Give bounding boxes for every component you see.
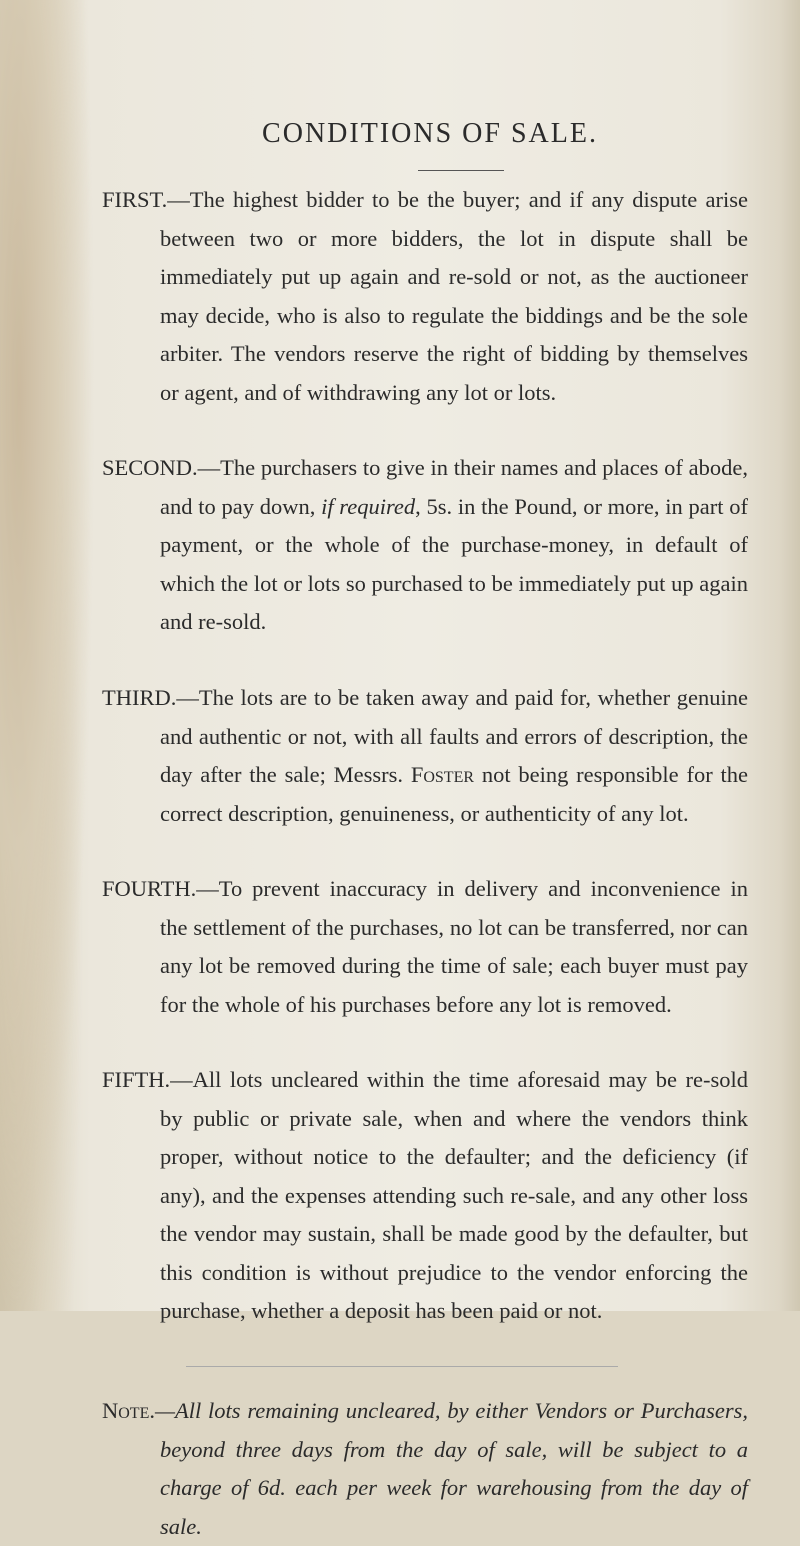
condition-lead: SECOND. bbox=[102, 455, 198, 480]
note bbox=[102, 1392, 748, 1546]
condition-text: , 5s. in the Pound, or more, in part of payment, or the whole of the purchase-money, in default of which the lot or lots so purchased to be immediately put up again and re-sold. bbox=[160, 493, 748, 634]
condition-fifth bbox=[102, 1061, 748, 1331]
condition-lead: FOURTH. bbox=[102, 876, 197, 901]
title-rule bbox=[418, 170, 504, 171]
condition-lead: THIRD. bbox=[102, 685, 177, 710]
condition-second bbox=[102, 449, 748, 642]
condition-text-smallcaps: Foster bbox=[410, 762, 475, 787]
note-text: —All lots remaining uncleared, by either Vendors or Purchasers, beyond three days from the day of sale, will be subject to a charge of 6d. each per week for warehousing from the day of sale. bbox=[154, 1398, 748, 1539]
condition-lead: FIFTH. bbox=[102, 1067, 171, 1092]
note-separator bbox=[186, 1366, 618, 1367]
condition-text: —The lots are to be taken away and paid for, whether genuine and authentic or not, with all faults and errors of description, the day after the sale; Messrs. bbox=[160, 685, 748, 787]
condition-text: —The purchasers to give in their names and places of abode, and to pay down, bbox=[160, 455, 748, 519]
condition-text-italic: if required bbox=[321, 493, 416, 519]
condition-text: —The highest bidder to be the buyer; and if any dispute arise between two or more bidders, the lot in dispute shall be immediately put up again and re-sold or not, as the auctioneer may decide, who is also to regulate the biddings and be the sole arbiter. The vendors reserve the right of bidding by themselves or agent, and of withdrawing any lot or lots. bbox=[160, 187, 748, 405]
condition-first bbox=[102, 181, 748, 412]
condition-lead: FIRST. bbox=[102, 187, 168, 212]
page-edge-stain bbox=[0, 0, 95, 1311]
note-lead: Note. bbox=[102, 1398, 155, 1423]
condition-text: —All lots uncleared within the time aforesaid may be re-sold by public or private sale, when and where the vendors think proper, without notice to the defaulter; and the deficiency (if any), and the expenses attending such re-sale, and any other loss the vendor may sustain, shall be made good by the defaulter, but this condition is without prejudice to the vendor enforcing the purchase, whether a deposit has been paid or not. bbox=[160, 1067, 748, 1323]
condition-fourth bbox=[102, 870, 748, 1024]
condition-text: not being responsible for the correct description, genuineness, or authenticity of any lot. bbox=[160, 762, 748, 826]
page-title: CONDITIONS OF SALE. bbox=[262, 118, 598, 149]
condition-third bbox=[102, 679, 748, 833]
condition-text: —To prevent inaccuracy in delivery and inconvenience in the settlement of the purchases, no lot can be transferred, nor can any lot be removed during the time of sale; each buyer must pay for the whole of his purchases before any lot is removed. bbox=[160, 876, 748, 1017]
